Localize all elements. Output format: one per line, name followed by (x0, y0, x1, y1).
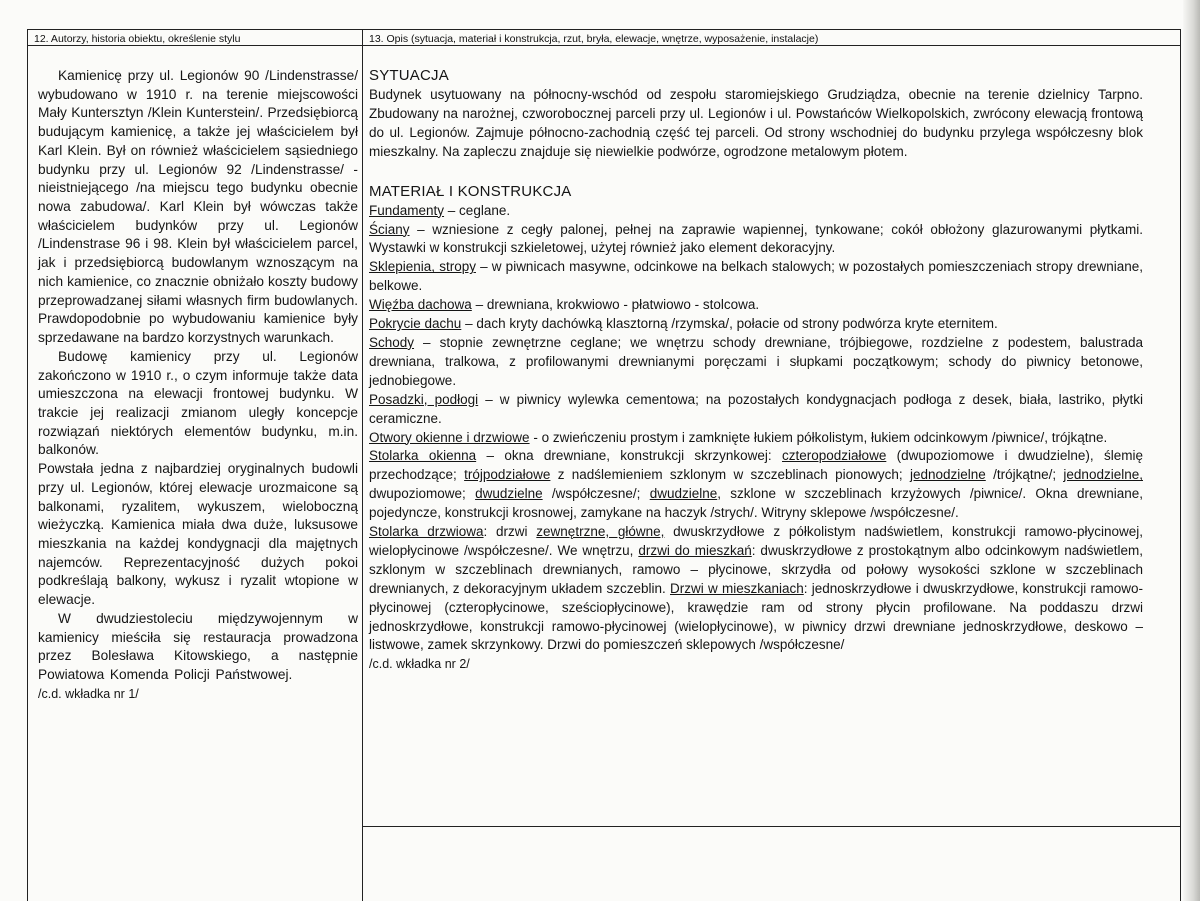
item-otwory (369, 429, 1143, 448)
section-title-sytuacja: SYTUACJA (369, 67, 449, 84)
header-separator-line (27, 45, 1180, 46)
section-title-material: MATERIAŁ I KONSTRUKCJA (369, 182, 572, 200)
item-schody (369, 334, 1143, 391)
item-stolarka-okienna (369, 447, 1143, 523)
text-sklepienia: – w piwnicach masywne, odcinkowe na belkach stalowych; w pozostałych pomieszczeniach stropy drewniane, belkowe. (369, 259, 1144, 294)
text-wiezba: – drewniana, krokwiowo - płatwiowo - stolcowa. (471, 297, 760, 313)
text-otwory: - o zwieńczeniu prostym i zamknięte łukiem półkolistym, łukiem odcinkowym /piwnice/, trójkątne. (529, 429, 1108, 445)
item-stolarka-drzwiowa (369, 523, 1143, 655)
label-sklepienia: Sklepienia, stropy (369, 259, 476, 275)
text-stolarka-okienna-7: , szklone w szczeblinach krzyżowych /piwnice/. Okna drewniane, pojedyncze, konstrukcji krosnowej, zamykane na haczyk /strych/. Witryny sklepowe /współczesne/. (369, 486, 1144, 521)
scan-edge-shadow (1183, 0, 1200, 901)
left-border-line (27, 29, 28, 901)
history-paragraph-4 (38, 610, 358, 704)
history-paragraph-3: Powstała jedna z najbardziej oryginalnych budowli przy ul. Legionów, której elewacje urozmaicone są balkonami, ryzalitem, wykuszem, wieloboczną wieżyczką. Kamienica miała dwa duże, luksusowe mieszkania na każdej kondygnacji dla majętnych najemców. Reprezentacyjność dużych pokoi podkreślają balkony, wykusz i ryzalit wtopione w elewacje. (38, 461, 358, 608)
term-jednodzielne-1: jednodzielne (909, 467, 986, 483)
text-posadzki: – w piwnicy wylewka cementowa; na pozostałych kondygnacjach podłoga z desek, biała, lastriko, płytki ceramiczne. (369, 391, 1143, 426)
continuation-reference-2: /c.d. wkładka nr 2/ (369, 657, 470, 672)
text-stolarka-okienna-6: /współczesne/; (542, 486, 650, 502)
text-pokrycie: – dach kryty dachówką klasztorną /rzymska/, połacie od strony podwórza kryte eternitem. (461, 316, 998, 332)
text-stolarka-drzwiowa-2: dwuskrzydłowe z półkolistym nadświetlem, konstrukcji ramowo-płycinowej, wielopłycinowe /współczesne/. We wnętrzu, (369, 524, 1143, 558)
item-posadzki (369, 391, 1143, 429)
left-column-header: 12. Autorzy, historia obiektu, określenie stylu (34, 33, 241, 45)
text-stolarka-okienna-1: – okna drewniane, konstrukcji skrzynkowej: (476, 448, 783, 464)
text-schody: – stopnie zewnętrzne ceglane; we wnętrzu schody drewniane, trójbiegowe, rozdzielne z podestem, balustrada drewniana, tralkowa, z profilowanymi drewnianymi poręczami i słupkami początkowym; schody do piwnicy betonowe, jednobiegowe. (369, 334, 1143, 388)
text-sciany: – wzniesione z cegły palonej, pełnej na zaprawie wapiennej, tynkowane; cokół obłożony glazurowanymi płytkami. Wystawki w konstrukcji szkieletowej, użytej również jako element dekoracyjny. (369, 221, 1143, 256)
history-paragraph-2: Budowę kamienicy przy ul. Legionów zakończono w 1910 r., o czym informuje także data umieszczona na elewacji frontowej budynku. W trakcie jej realizacji zmianom uległy koncepcje rozwiązań niektórych elementów budynku, m.in. balkonów. (38, 348, 358, 458)
sytuacja-paragraph: Budynek usytuowany na północny-wschód od zespołu staromiejskiego Grudziądza, obecnie na terenie dzielnicy Tarpno. Zbudowany na narożnej, czworobocznej parceli przy ul. Legionów i ul. Powstańców Wielkopolskich, zwrócony elewacją frontową do ul. Legionów. Zajmuje północno-zachodnią część tej parceli. Od strony wschodniej do budynku przylega współczesny blok mieszkalny. Na zapleczu znajduje się niewielkie podwórze, ogrodzone metalowym płotem. (369, 87, 1143, 159)
text-stolarka-drzwiowa-1: : drzwi (483, 524, 537, 540)
text-stolarka-okienna-5: dwupoziomowe; (369, 486, 476, 502)
label-pokrycie: Pokrycie dachu (369, 316, 462, 332)
term-czteropodzialowe: czteropodziałowe (782, 448, 887, 464)
term-drzwi-do-mieszkan: drzwi do mieszkań (638, 542, 752, 558)
term-jednodzielne-2: jednodzielne, (1063, 467, 1143, 483)
description-column (369, 66, 1143, 674)
bottom-rule-line (362, 826, 1180, 827)
text-stolarka-okienna-3: z nadślemieniem szklonym w szczeblinach pionowych; (550, 467, 910, 483)
item-fundamenty (369, 202, 1143, 221)
text-fundamenty: – ceglane. (444, 202, 511, 218)
term-dwudzielne-2: dwudzielne (649, 486, 718, 502)
text-stolarka-drzwiowa-3: : dwuskrzydłowe z prostokątnym albo odcinkowym nadświetlem, szklonym w szczeblinach drewnianych, ramowo – płycinowe, skrzydła od połowy wysokości szklone w szczeblinach drewnianych, z dekoracyjnym układem szczeblin. (369, 542, 1143, 596)
right-border-line (1180, 29, 1181, 901)
label-otwory: Otwory okienne i drzwiowe (369, 429, 530, 445)
text-stolarka-drzwiowa-4: : jednoskrzydłowe i dwuskrzydłowe, konstrukcji ramowo-płycinowej (czteropłycinowe, sześciopłycinowe), krawędzie ram od strony płycin profilowane. Na poddaszu drzwi jednoskrzydłowe, konstrukcji ramowo-płycinowej (wielopłycinowe), w piwnicy drzwi drewniane jednoskrzydłowe, deskowo – listwowe, zamek skrzynkowy. Drzwi do pomieszczeń sklepowych /współczesne/ (369, 580, 1143, 653)
term-dwudzielne-1: dwudzielne (475, 486, 543, 502)
top-border-line (27, 29, 1180, 30)
label-stolarka-okienna: Stolarka okienna (369, 448, 477, 464)
label-fundamenty: Fundamenty (369, 202, 445, 218)
item-pokrycie (369, 315, 1143, 334)
label-posadzki: Posadzki, podłogi (369, 391, 479, 407)
label-schody: Schody (369, 334, 415, 350)
history-column (38, 67, 358, 703)
item-wiezba (369, 296, 1143, 315)
item-sklepienia (369, 258, 1143, 296)
term-zewnetrzne-glowne: zewnętrzne, główne, (536, 524, 665, 540)
right-column-header: 13. Opis (sytuacja, materiał i konstrukcja, rzut, bryła, elewacje, wnętrze, wyposażenie, instalacje) (369, 33, 819, 45)
history-paragraph-4-text: W dwudziestoleciu międzywojennym w kamienicy mieściła się restauracja prowadzona przez Bolesława Kitowskiego, a następnie Powiatowa Komenda Policji Państwowej. (38, 610, 358, 682)
item-sciany (369, 221, 1143, 259)
label-sciany: Ściany (369, 221, 410, 237)
term-trojpodzialowe: trójpodziałowe (464, 467, 551, 483)
column-divider-line (362, 29, 363, 901)
continuation-reference-1: /c.d. wkładka nr 1/ (38, 686, 139, 701)
text-stolarka-okienna-4: /trójkątne/; (985, 467, 1064, 483)
term-drzwi-w-mieszkaniach: Drzwi w mieszkaniach (670, 580, 804, 596)
text-stolarka-okienna-2: (dwupoziomowe i dwudzielne), ślemię przechodzące; (369, 448, 1143, 483)
label-stolarka-drzwiowa: Stolarka drzwiowa (369, 524, 484, 540)
history-paragraph-1: Kamienicę przy ul. Legionów 90 /Lindenstrasse/ wybudowano w 1910 r. na terenie miejscowości Mały Kuntersztyn /Klein Kunterstein/. Przedsiębiorcą budującym kamienicę, a także jej właścicielem był Karl Klein. Był on również właścicielem sąsiedniego budynku przy ul. Legionów 92 /Lindenstrasse/ - nieistniejącego /na miejscu tego budynku obecnie nowa zabudowa/. Karl Klein był wówczas także właścicielem budynków przy ul. Legionów /Lindenstrase 96 i 98. Klein był właścicielem parcel, jak i przedsiębiorcą budowlanym wznoszącym na nich kamienice, co znacznie obniżało koszty budowy przeprowadzanej siłami własnych firm budowlanych. Prawdopodobnie po wybudowaniu kamienice były sprzedawane na bardzo korzystnych warunkach. (38, 68, 358, 346)
label-wiezba: Więźba dachowa (369, 297, 472, 313)
